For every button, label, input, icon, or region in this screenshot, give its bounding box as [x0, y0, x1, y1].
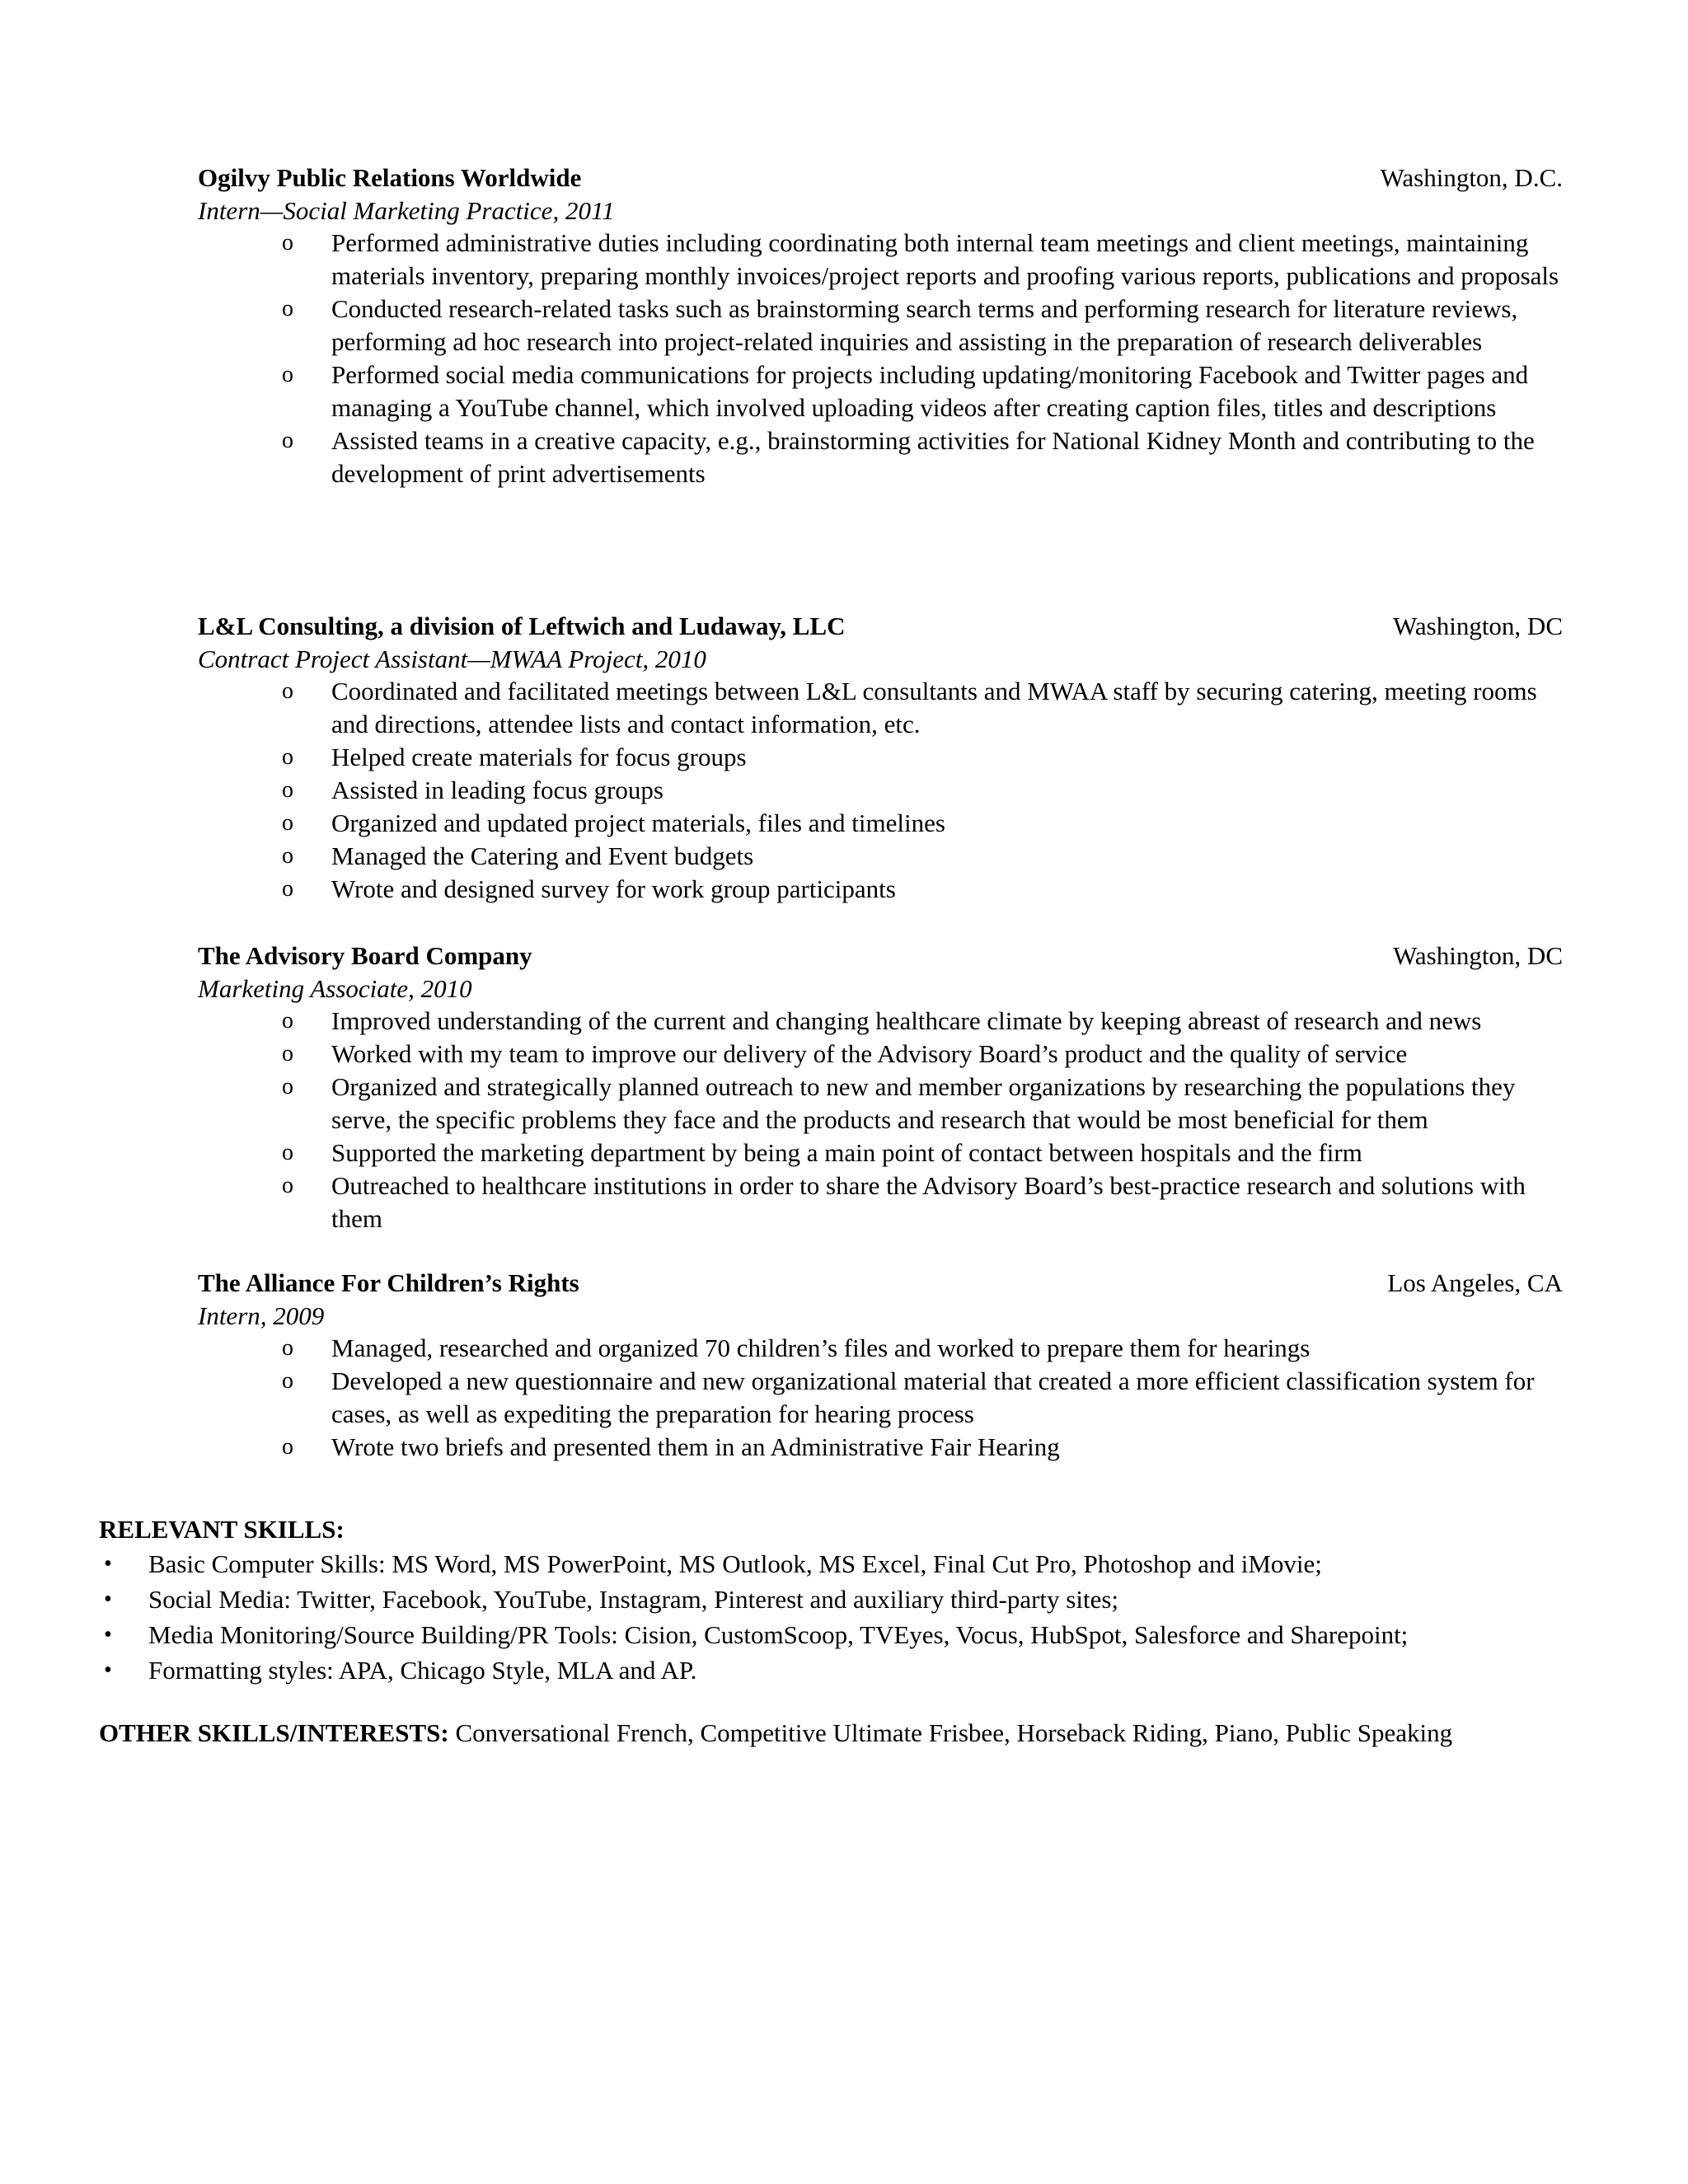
bullet-marker: o [282, 1335, 293, 1361]
bullet-text: Improved understanding of the current and changing healthcare climate by keeping abreast of research and news [331, 1006, 1482, 1035]
job-bullet [198, 840, 1566, 873]
job-header [198, 1267, 1566, 1300]
bullet-text: Organized and strategically planned outreach to new and member organizations by researching the populations they serve, the specific problems they face and the products and research that would be most beneficial for them [331, 1072, 1516, 1134]
bullet-marker: o [282, 843, 293, 869]
job-title: Contract Project Assistant—MWAA Project, 2010 [198, 644, 706, 673]
job-bullet [198, 1169, 1566, 1235]
job-bullet [198, 1365, 1566, 1431]
bullet-marker: • [104, 1657, 112, 1683]
job-bullet [198, 873, 1566, 906]
job-bullet [198, 1137, 1566, 1169]
job-bullet [198, 807, 1566, 840]
job-location: Washington, DC [1393, 612, 1563, 640]
other-skills-section [99, 1717, 1599, 1750]
job-title: Intern, 2009 [198, 1301, 325, 1330]
skill-text: Basic Computer Skills: MS Word, MS PowerPoint, MS Outlook, MS Excel, Final Cut Pro, Photoshop and iMovie; [148, 1549, 1322, 1578]
bullet-marker: o [282, 230, 293, 255]
job-bullets [198, 675, 1566, 906]
bullet-text: Managed, researched and organized 70 children’s files and worked to prepare them for hearings [331, 1333, 1311, 1362]
skill-text: Formatting styles: APA, Chicago Style, MLA and AP. [148, 1656, 697, 1685]
bullet-marker: o [282, 362, 293, 387]
job-bullets [198, 227, 1566, 490]
bullet-marker: • [104, 1586, 112, 1612]
bullet-marker: o [282, 428, 293, 453]
skill-text: Social Media: Twitter, Facebook, YouTube, Instagram, Pinterest and auxiliary third-party sites; [148, 1585, 1119, 1614]
job-bullet [198, 774, 1566, 807]
skill-text: Media Monitoring/Source Building/PR Tools: Cision, CustomScoop, TVEyes, Vocus, HubSpot, Salesforce and Sharepoint; [148, 1620, 1409, 1649]
bullet-text: Developed a new questionnaire and new organizational material that created a more efficient classification system for cases, as well as expediting the preparation for hearing process [331, 1366, 1535, 1428]
job-bullet [198, 424, 1566, 490]
skill-item [99, 1617, 1582, 1652]
job-bullet [198, 359, 1566, 424]
job-title: Marketing Associate, 2010 [198, 974, 472, 1003]
bullet-text: Assisted in leading focus groups [331, 776, 663, 804]
bullet-text: Outreached to healthcare institutions in order to share the Advisory Board’s best-practice research and solutions with them [331, 1171, 1526, 1233]
job-header [198, 610, 1566, 643]
bullet-text: Supported the marketing department by being a main point of contact between hospitals and the firm [331, 1138, 1362, 1167]
job-bullet [198, 1005, 1566, 1038]
bullet-marker: o [282, 678, 293, 704]
company-name: L&L Consulting, a division of Leftwich and Ludaway, LLC [198, 612, 846, 640]
bullet-text: Coordinated and facilitated meetings between L&L consultants and MWAA staff by securing catering, meeting rooms and directions, attendee lists and contact information, etc. [331, 677, 1537, 738]
job-ll-consulting [198, 610, 1566, 906]
bullet-text: Assisted teams in a creative capacity, e.g., brainstorming activities for National Kidney Month and contributing to the development of print advertisements [331, 426, 1535, 488]
bullet-marker: o [282, 296, 293, 321]
job-bullet [198, 227, 1566, 293]
skill-item [99, 1582, 1582, 1617]
bullet-text: Wrote two briefs and presented them in an Administrative Fair Hearing [331, 1432, 1060, 1461]
bullet-text: Managed the Catering and Event budgets [331, 841, 754, 870]
bullet-marker: o [282, 777, 293, 803]
bullet-marker: o [282, 1140, 293, 1165]
bullet-text: Conducted research-related tasks such as brainstorming search terms and performing research for literature reviews, performing ad hoc research into project-related inquiries and assisting in the preparation of research deliverables [331, 294, 1518, 356]
skill-item [99, 1546, 1582, 1582]
section-heading: OTHER SKILLS/INTERESTS: [99, 1718, 456, 1747]
bullet-text: Performed administrative duties including coordinating both internal team meetings and client meetings, maintaining materials inventory, preparing monthly invoices/project reports and proofing various reports, publications and proposals [331, 228, 1559, 290]
job-bullets [198, 1332, 1566, 1464]
company-name: Ogilvy Public Relations Worldwide [198, 163, 582, 192]
bullet-marker: • [104, 1551, 112, 1577]
job-bullet [198, 675, 1566, 741]
bullet-marker: o [282, 1434, 293, 1460]
bullet-text: Helped create materials for focus groups [331, 743, 747, 771]
job-advisory-board [198, 940, 1566, 1235]
job-bullet [198, 741, 1566, 774]
job-location: Washington, DC [1393, 941, 1563, 970]
bullet-text: Worked with my team to improve our delivery of the Advisory Board’s product and the quality of service [331, 1039, 1408, 1068]
bullet-marker: o [282, 1074, 293, 1099]
bullet-marker: o [282, 744, 293, 770]
bullet-marker: o [282, 876, 293, 902]
section-heading: RELEVANT SKILLS: [99, 1515, 345, 1544]
bullet-marker: o [282, 1008, 293, 1033]
bullet-marker: o [282, 810, 293, 836]
job-bullet [198, 1071, 1566, 1137]
job-bullet [198, 293, 1566, 359]
bullet-text: Wrote and designed survey for work group participants [331, 874, 896, 903]
skills-list [99, 1546, 1582, 1688]
bullet-marker: • [104, 1622, 112, 1647]
job-bullet [198, 1038, 1566, 1071]
other-skills-text: Conversational French, Competitive Ultimate Frisbee, Horseback Riding, Piano, Public Speaking [455, 1718, 1453, 1747]
bullet-text: Organized and updated project materials, files and timelines [331, 808, 945, 837]
company-name: The Alliance For Children’s Rights [198, 1268, 579, 1297]
bullet-text: Performed social media communications for projects including updating/monitoring Facebook and Twitter pages and managing a YouTube channel, which involved uploading videos after creating caption files, titles and descriptions [331, 360, 1529, 422]
relevant-skills-section [99, 1513, 1582, 1688]
job-location: Los Angeles, CA [1387, 1268, 1563, 1297]
bullet-marker: o [282, 1368, 293, 1394]
job-ogilvy [198, 162, 1566, 490]
job-header [198, 940, 1566, 972]
bullet-marker: o [282, 1173, 293, 1198]
job-bullets [198, 1005, 1566, 1235]
job-header [198, 162, 1566, 194]
job-bullet [198, 1431, 1566, 1464]
job-title: Intern—Social Marketing Practice, 2011 [198, 196, 615, 225]
job-location: Washington, D.C. [1380, 163, 1563, 192]
job-alliance-childrens-rights [198, 1267, 1566, 1464]
job-bullet [198, 1332, 1566, 1365]
company-name: The Advisory Board Company [198, 941, 532, 970]
skill-item [99, 1652, 1582, 1688]
bullet-marker: o [282, 1041, 293, 1066]
